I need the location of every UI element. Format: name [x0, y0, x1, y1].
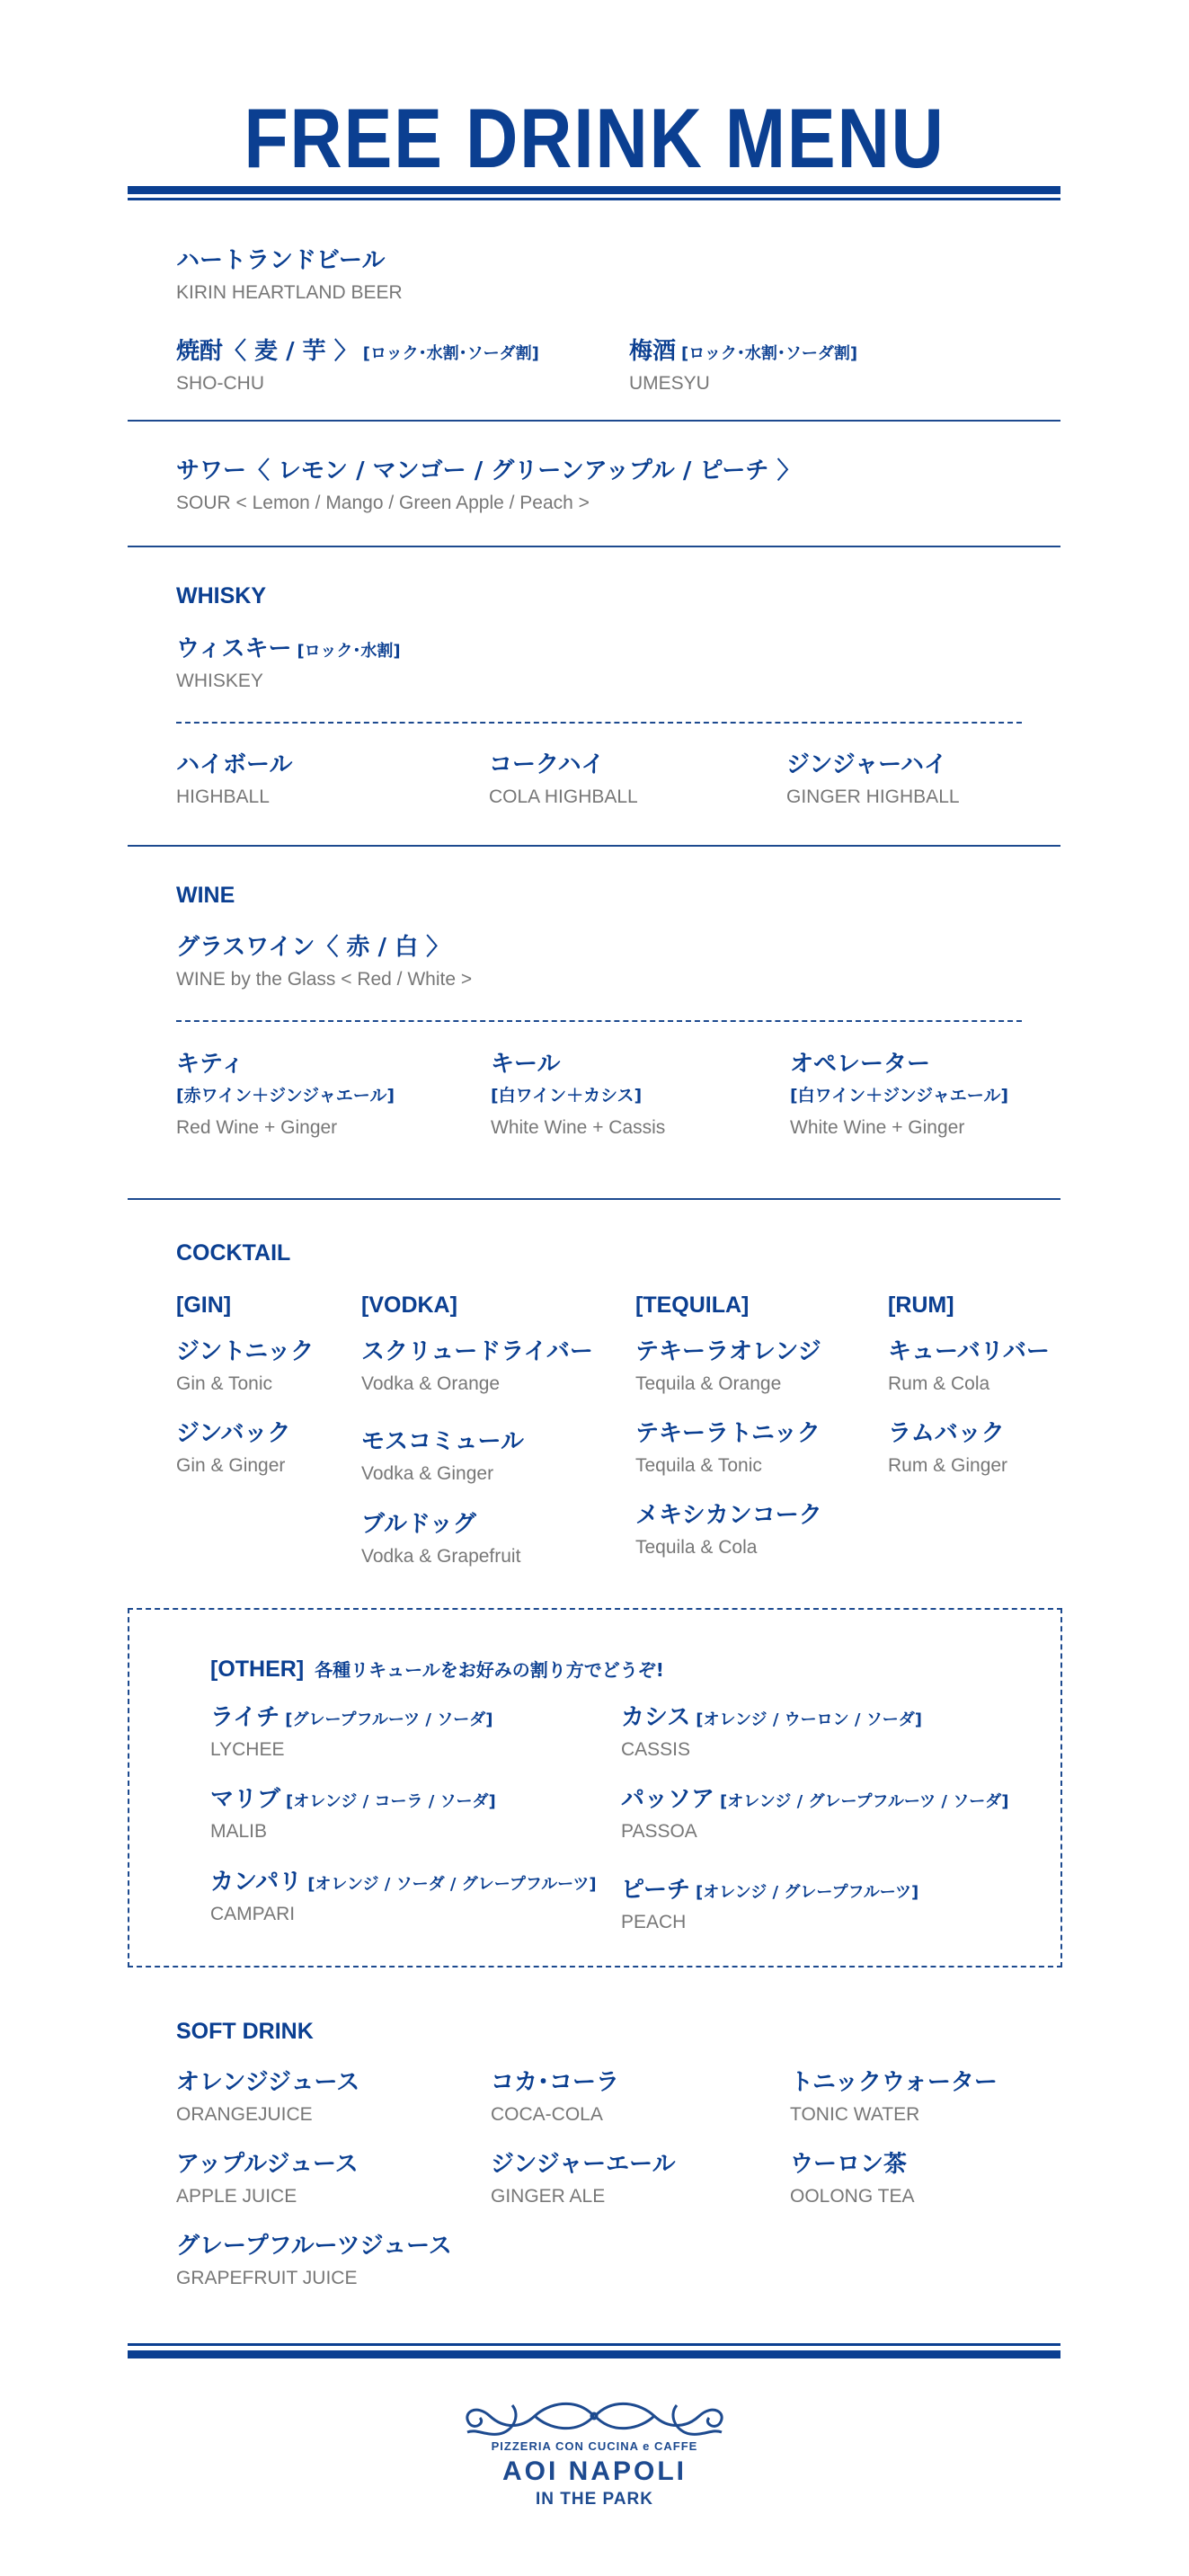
- menu-item: [491, 2148, 676, 2213]
- section-heading-cocktail: COCKTAIL: [176, 1240, 291, 1266]
- item-english: Gin & Tonic: [176, 1373, 272, 1394]
- item-name: ジンジャーエール: [491, 2151, 676, 2178]
- item-name: オペレーター: [790, 1051, 931, 1078]
- section-divider: [128, 1198, 1060, 1200]
- menu-item: [210, 1701, 492, 1766]
- menu-item: [888, 1417, 1007, 1482]
- item-name: ハイボール: [176, 751, 293, 778]
- menu-item: [491, 1048, 665, 1144]
- item-options: [オレンジ / グレープフルーツ]: [695, 1883, 919, 1902]
- menu-item: [790, 2148, 914, 2213]
- item-name: メキシカンコーク: [635, 1502, 822, 1529]
- item-english: ORANGEJUICE: [176, 2104, 313, 2125]
- item-english: SHO-CHU: [176, 373, 264, 394]
- item-name: キューバリバー: [888, 1338, 1050, 1365]
- menu-item-sour: [176, 455, 800, 520]
- item-name: グラスワイン〈 赤 / 白 〉: [176, 934, 450, 961]
- item-english: Vodka & Grapefruit: [361, 1546, 521, 1567]
- item-english: HIGHBALL: [176, 786, 270, 807]
- item-name: グレープフルーツジュース: [176, 2233, 452, 2260]
- item-name: ウーロン茶: [790, 2151, 908, 2178]
- item-english: White Wine + Cassis: [491, 1117, 666, 1138]
- section-heading-wine: WINE: [176, 883, 235, 908]
- menu-item: [176, 1336, 314, 1400]
- menu-item: [176, 2230, 452, 2295]
- menu-item: [210, 1783, 496, 1848]
- menu-item: [790, 1048, 1008, 1144]
- item-recipe: [白ワイン＋ジンジャエール]: [790, 1086, 1009, 1106]
- menu-item: [621, 1783, 1008, 1848]
- menu-item: [361, 1426, 524, 1490]
- logo-tagline: PIZZERIA CON CUCINA e CAFFE: [491, 2439, 698, 2453]
- header-rule-thick: [128, 186, 1060, 194]
- item-english: GINGER ALE: [491, 2186, 606, 2207]
- item-options: [グレープフルーツ / ソーダ]: [285, 1710, 493, 1729]
- item-options: [ロック･水割･ソーダ割]: [681, 344, 858, 363]
- menu-item: [361, 1336, 593, 1400]
- menu-item: [489, 749, 638, 813]
- item-name: 焼酎〈 麦 / 芋 〉: [176, 338, 358, 365]
- item-name: コークハイ: [489, 751, 605, 778]
- menu-item: [888, 1336, 1050, 1400]
- item-name: マリブ: [210, 1786, 281, 1813]
- item-english: WINE by the Glass < Red / White >: [176, 969, 473, 990]
- footer-rule-thin: [128, 2343, 1060, 2346]
- menu-item: [635, 1499, 822, 1564]
- item-name: ジンジャーハイ: [786, 751, 947, 778]
- item-english: GRAPEFRUIT JUICE: [176, 2268, 358, 2288]
- item-name: パッソア: [621, 1786, 715, 1813]
- item-english: CASSIS: [621, 1739, 691, 1760]
- item-name: ピーチ: [621, 1877, 690, 1904]
- item-name: ラムバック: [888, 1420, 1005, 1447]
- item-english: PEACH: [621, 1912, 687, 1932]
- item-name: ウィスキー: [176, 635, 292, 662]
- dashed-divider: [176, 1020, 1022, 1022]
- menu-item-shochu: [176, 335, 539, 400]
- item-english: Red Wine + Ginger: [176, 1117, 338, 1138]
- item-english: SOUR < Lemon / Mango / Green Apple / Peach >: [176, 493, 590, 513]
- item-name: ジンバック: [176, 1420, 291, 1447]
- section-heading-soft-drink: SOFT DRINK: [176, 2019, 314, 2044]
- item-name: オレンジジュース: [176, 2069, 360, 2096]
- item-english: WHISKEY: [176, 671, 263, 691]
- item-english: Gin & Ginger: [176, 1455, 286, 1476]
- menu-item: [786, 749, 960, 813]
- menu-item: [361, 1508, 520, 1573]
- menu-item: [210, 1866, 597, 1931]
- item-name: 梅酒: [629, 338, 677, 365]
- item-english: Tequila & Cola: [635, 1537, 758, 1558]
- item-name: テキーラトニック: [635, 1420, 821, 1447]
- menu-item: [790, 2066, 998, 2131]
- item-english: CAMPARI: [210, 1904, 296, 1924]
- item-name: サワー〈 レモン / マンゴー / グリーンアップル / ピーチ 〉: [176, 457, 801, 484]
- section-divider: [128, 420, 1060, 422]
- item-name: コカ･コーラ: [491, 2069, 620, 2096]
- item-name: カンパリ: [210, 1869, 303, 1896]
- item-english: Tequila & Tonic: [635, 1455, 762, 1476]
- other-heading: [210, 1656, 664, 1682]
- menu-item: [635, 1336, 821, 1400]
- other-label: [OTHER]: [210, 1657, 305, 1682]
- item-english: Rum & Ginger: [888, 1455, 1008, 1476]
- item-recipe: [白ワイン＋カシス]: [491, 1086, 643, 1106]
- item-options: [オレンジ / ソーダ / グレープフルーツ]: [307, 1875, 597, 1894]
- item-english: TONIC WATER: [790, 2104, 920, 2125]
- item-english: MALIB: [210, 1821, 268, 1842]
- item-english: White Wine + Ginger: [790, 1117, 965, 1138]
- menu-item-beer: [176, 244, 403, 309]
- menu-item: [621, 1874, 918, 1939]
- item-english: Vodka & Orange: [361, 1373, 501, 1394]
- item-name: アップルジュース: [176, 2151, 359, 2178]
- cocktail-category-vodka: [VODKA]: [361, 1292, 457, 1318]
- item-english: Vodka & Ginger: [361, 1463, 494, 1484]
- menu-item-glass-wine: [176, 931, 472, 996]
- item-name: トニックウォーター: [790, 2069, 998, 2096]
- item-english: GINGER HIGHBALL: [786, 786, 960, 807]
- item-name: キティ: [176, 1051, 244, 1078]
- item-english: Tequila & Orange: [635, 1373, 782, 1394]
- item-english: OOLONG TEA: [790, 2186, 915, 2207]
- item-english: PASSOA: [621, 1821, 697, 1842]
- menu-item: [176, 2066, 359, 2131]
- item-options: [オレンジ / グレープフルーツ / ソーダ]: [720, 1792, 1009, 1811]
- item-english: LYCHEE: [210, 1739, 285, 1760]
- section-divider: [128, 845, 1060, 847]
- menu-item: [176, 2148, 359, 2213]
- menu-item-umeshu: [629, 335, 857, 400]
- item-english: COLA HIGHBALL: [489, 786, 638, 807]
- menu-item: [176, 1417, 291, 1482]
- other-note: 各種リキュールをお好みの割り方でどうぞ!: [315, 1659, 664, 1681]
- menu-item-whiskey: [176, 633, 401, 697]
- dashed-divider: [176, 722, 1022, 724]
- item-recipe: [赤ワイン＋ジンジャエール]: [176, 1086, 395, 1106]
- item-options: [オレンジ / ウーロン / ソーダ]: [696, 1710, 923, 1729]
- logo-name: AOI NAPOLI: [501, 2456, 687, 2486]
- item-english: APPLE JUICE: [176, 2186, 297, 2207]
- cocktail-category-gin: [GIN]: [176, 1292, 232, 1318]
- section-divider: [128, 546, 1060, 547]
- item-options: [ロック･水割]: [297, 642, 401, 661]
- logo-subtitle: IN THE PARK: [536, 2490, 653, 2509]
- menu-item: [635, 1417, 821, 1482]
- item-name: モスコミュール: [361, 1428, 524, 1455]
- item-name: キール: [491, 1051, 561, 1078]
- section-heading-whisky: WHISKY: [176, 583, 266, 608]
- item-name: スクリュードライバー: [361, 1338, 593, 1365]
- item-options: [オレンジ / コーラ / ソーダ]: [286, 1792, 496, 1811]
- item-options: [ロック･水割･ソーダ割]: [362, 344, 539, 363]
- item-name: ジントニック: [176, 1338, 315, 1365]
- menu-item: [176, 749, 292, 813]
- item-english: Rum & Cola: [888, 1373, 990, 1394]
- item-name: ハートランドビール: [176, 247, 386, 274]
- footer-rule-thick: [128, 2350, 1060, 2358]
- cocktail-category-tequila: [TEQUILA]: [635, 1292, 750, 1318]
- item-name: ブルドッグ: [361, 1511, 476, 1538]
- menu-item: [621, 1701, 922, 1766]
- item-english: COCA-COLA: [491, 2104, 603, 2125]
- page-title: FREE DRINK MENU: [244, 91, 945, 185]
- cocktail-category-rum: [RUM]: [888, 1292, 954, 1318]
- item-name: カシス: [621, 1704, 691, 1731]
- item-english: KIRIN HEARTLAND BEER: [176, 282, 403, 303]
- menu-item: [176, 1048, 395, 1144]
- item-english: UMESYU: [629, 373, 710, 394]
- item-name: テキーラオレンジ: [635, 1338, 821, 1365]
- header-rule-thin: [128, 198, 1060, 200]
- item-name: ライチ: [210, 1704, 280, 1731]
- menu-item: [491, 2066, 619, 2131]
